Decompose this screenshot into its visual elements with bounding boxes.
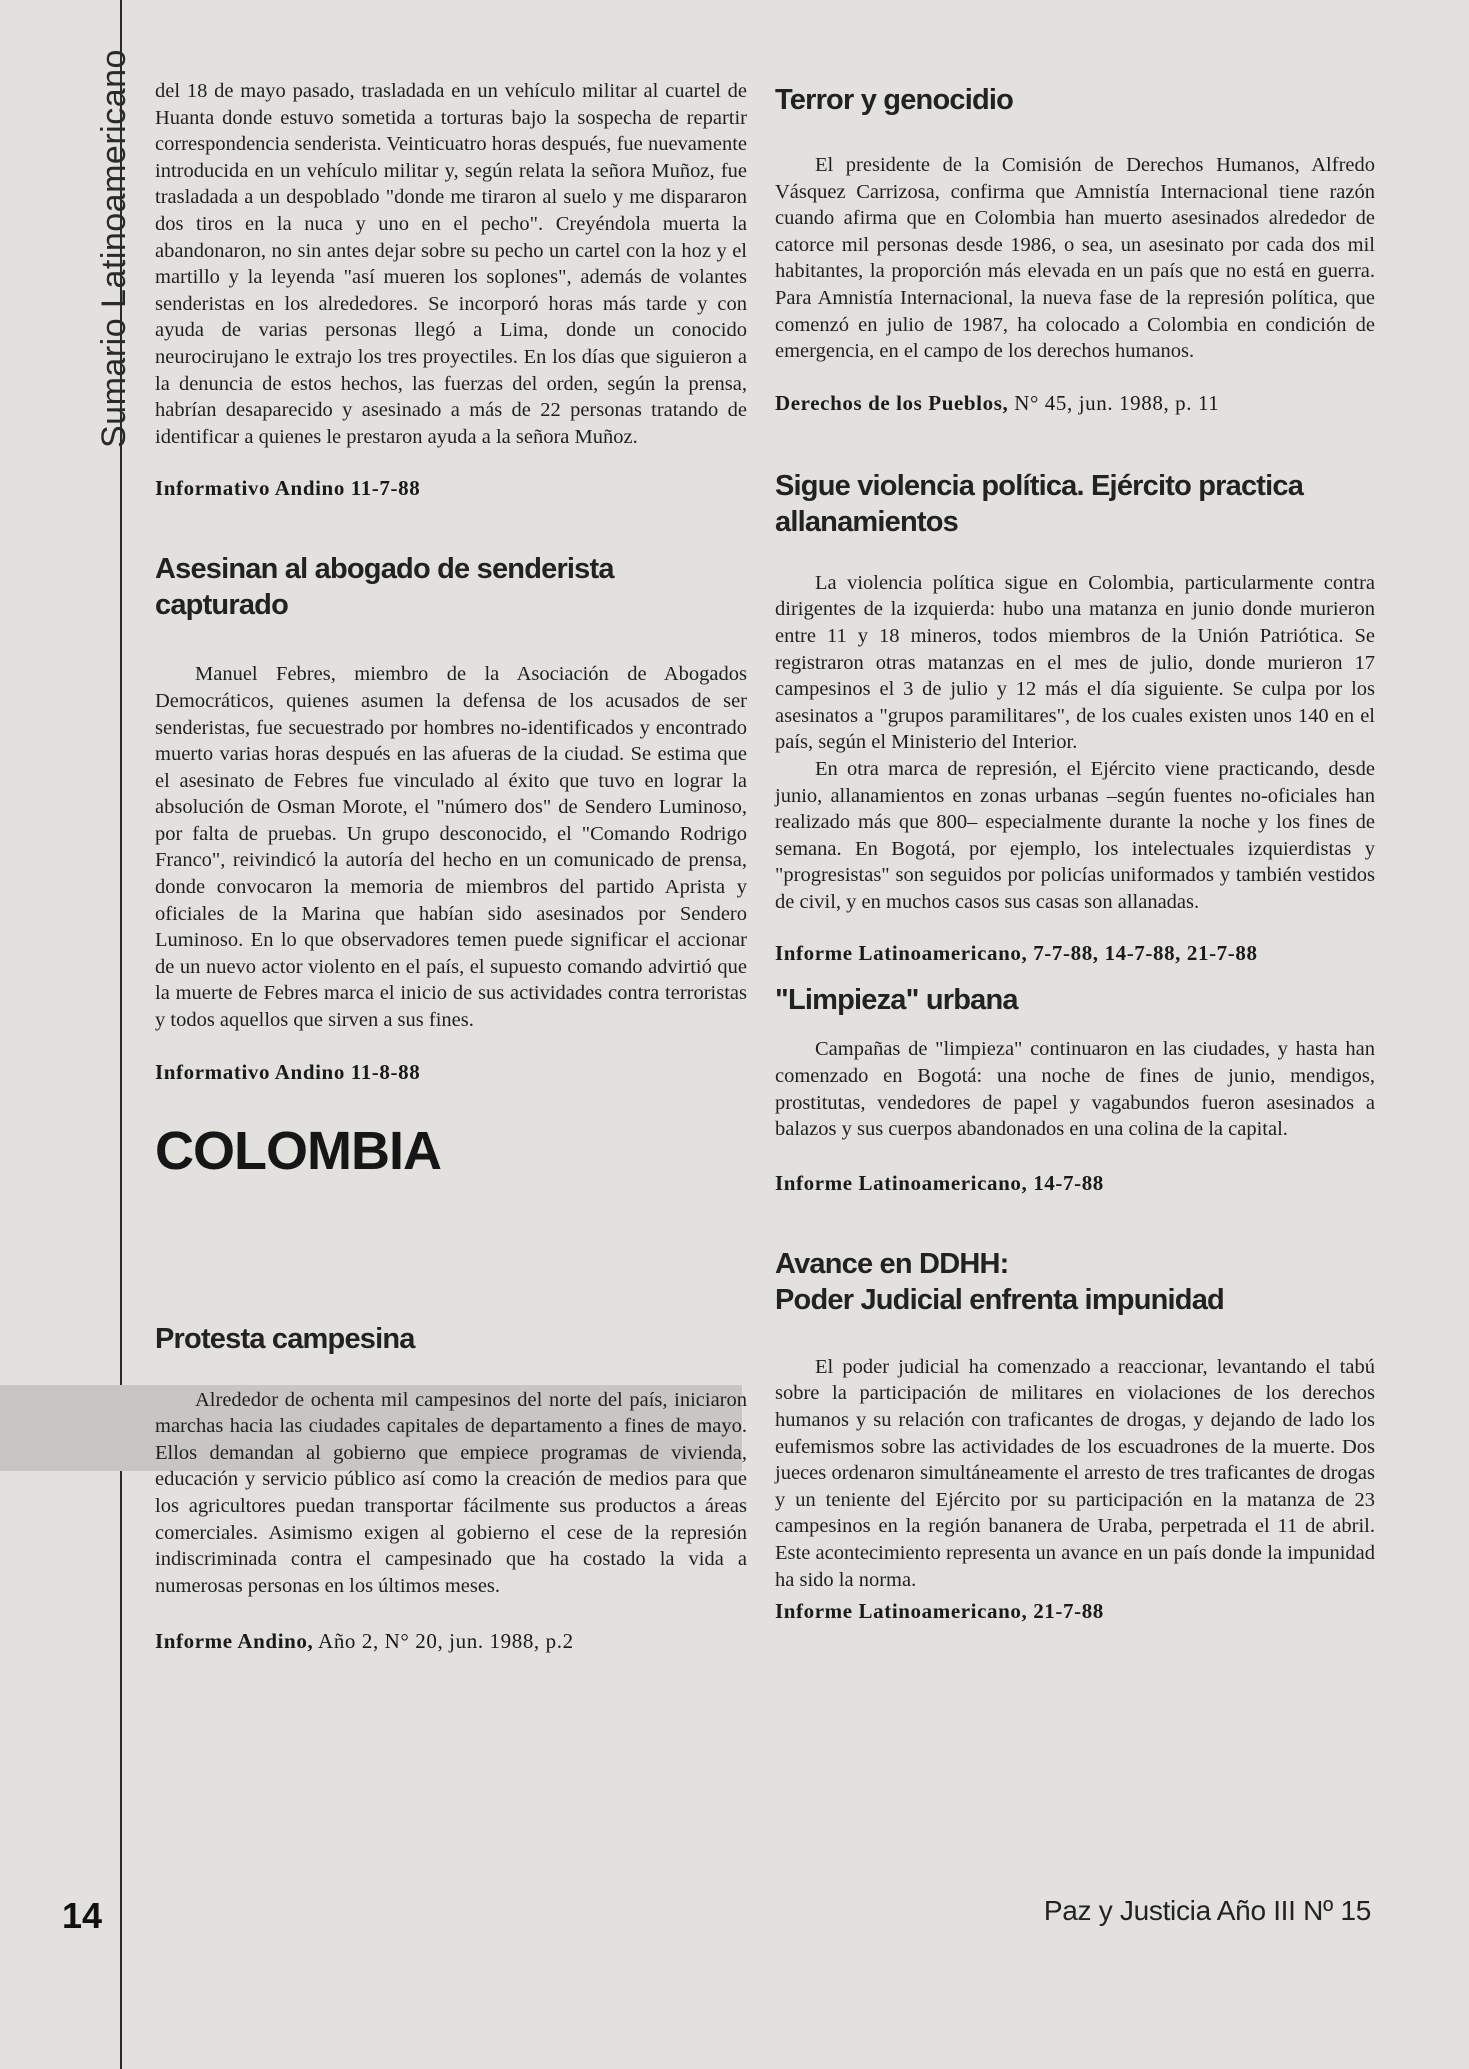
article-source: Informe Andino, Año 2, N° 20, jun. 1988, p.2 <box>155 1629 574 1654</box>
article-source: Informe Latinoamericano, 14-7-88 <box>775 1170 1104 1195</box>
publication-side-label: Sumario Latinoamericano <box>95 49 133 448</box>
page-footer: Paz y Justicia Año III Nº 15 <box>1043 1895 1371 1926</box>
article-title: Sigue violencia política. Ejército practica allanamientos <box>775 469 1304 538</box>
article-title: Protesta campesina <box>155 1322 415 1355</box>
article-body: Campañas de "limpieza" continuaron en las ciudades, y hasta han comenzado en Bogotá: una noche de fines de junio, mendigos, prostitutas, vendedores de papel y vagabundos fueron asesinados a balazos y sus cuerpos abandonados en una colina de la capital. <box>775 1038 1375 1141</box>
page-number: 14 <box>62 1895 103 1936</box>
article-body: La violencia política sigue en Colombia, particularmente contra dirigentes de la izquierda: hubo una matanza en junio donde murieron entre 11 y 18 mineros, todos miembros de la Unión Patriótica. Se registraron otras matanzas en el mes de julio, donde murieron 17 campesinos el 3 de julio y 12 más el día siguiente. Se culpa por los asesinatos a "grupos paramilitares", de los cuales existen unos 140 en el país, según el Ministerio del Interior. <box>775 571 1375 754</box>
intro-text: del 18 de mayo pasado, trasladada en un vehículo militar al cuartel de Huanta donde estuvo sometida a torturas bajo la sospecha de repartir correspondencia senderista. Veinticuatro horas después, fue nuevamente introducida en un vehículo militar y, según relata la señora Muñoz, fue trasladada a un despoblado "donde me tiraron al suelo y me dispararon dos tiros en la nuca y uno en el pecho". Creyéndola muerta la abandonaron, no sin antes dejar sobre su pecho un cartel con la hoz y el martillo y la leyenda "así mueren los soplones", además de volantes senderistas en los alrededores. Se incorporó horas más tarde y con ayuda de varias personas llegó a Lima, donde un conocido neurocirujano le extrajo los tres proyectiles. En los días que siguieron a la denuncia de estos hechos, las fuerzas del orden, según la prensa, habrían desaparecido y asesinado a más de 22 personas tratando de identificar a quienes le prestaron ayuda a la señora Muñoz. <box>155 80 747 448</box>
country-heading: COLOMBIA <box>155 1120 441 1181</box>
right-column <box>775 82 1375 1624</box>
article-body: Alrededor de ochenta mil campesinos del norte del país, iniciaron marchas hacia las ciudades capitales de departamento a fines de mayo. Ellos demandan al gobierno que empiece programas de vivienda, educación y servicio público así como la creación de medios para que los agricultores puedan transportar fácilmente sus productos a áreas comerciales. Asimismo exigen al gobierno el cese de la represión indiscriminada contra el campesinado que ha costado la vida a numerosas personas en los últimos meses. <box>155 1388 747 1597</box>
article-source: Informe Latinoamericano, 7-7-88, 14-7-88, 21-7-88 <box>775 941 1258 966</box>
article-title: Asesinan al abogado de senderista capturado <box>155 553 614 622</box>
article-source: Derechos de los Pueblos, N° 45, jun. 1988, p. 11 <box>775 390 1220 415</box>
article-source: Informe Latinoamericano, 21-7-88 <box>775 1599 1104 1624</box>
article-body: El poder judicial ha comenzado a reaccionar, levantando el tabú sobre la participación de militares en violaciones de los derechos humanos y su relación con traficantes de drogas, y dejando de lado los eufemismos sobre las actividades de los escuadrones de la muerte. Dos jueces ordenaron simultáneamente el arresto de tres traficantes de drogas y un teniente del Ejército por su participación en la matanza de 23 campesinos en la región bananera de Uraba, perpetrada el 11 de abril. Este acontecimiento representa un avance en un país donde la impunidad ha sido la norma. <box>775 1355 1375 1591</box>
article-title: Terror y genocidio <box>775 84 1014 116</box>
article-source: Informativo Andino 11-8-88 <box>155 1059 421 1084</box>
left-column <box>155 78 747 1654</box>
intro-source: Informativo Andino 11-7-88 <box>155 476 421 501</box>
article-title: "Limpieza" urbana <box>775 984 1018 1017</box>
article-body: El presidente de la Comisión de Derechos Humanos, Alfredo Vásquez Carrizosa, confirma que Amnistía Internacional tiene razón cuando afirma que en Colombia han muerto asesinados alrededor de catorce mil personas desde 1986, o sea, un asesinato por cada dos mil habitantes, la proporción más elevada en un país que no está en guerra. Para Amnistía Internacional, la nueva fase de la represión política, que comenzó en julio de 1987, ha colocado a Colombia en condición de emergencia, en el campo de los derechos humanos. <box>775 154 1375 363</box>
article-body: Manuel Febres, miembro de la Asociación de Abogados Democráticos, quienes asumen la defensa de los acusados de ser senderistas, fue secuestrado por hombres no-identificados y encontrado muerto varias horas después en las afueras de la ciudad. Se estima que el asesinato de Febres fue vinculado al éxito que tuvo en lograr la absolución de Osman Morote, el "número dos" de Sendero Luminoso, por falta de pruebas. Un grupo desconocido, el "Comando Rodrigo Franco", reivindicó la autoría del hecho en un comunicado de prensa, donde convocaron la memoria de miembros del partido Aprista y oficiales de la Marina que habían sido asesinados por Sendero Luminoso. En lo que observadores temen puede significar el accionar de un nuevo actor violento en el país, el supuesto comando advirtió que la muerte de Febres marca el inicio de sus actividades contra terroristas y todos aquellos que sirven a sus fines. <box>155 663 747 1032</box>
article-body: En otra marca de represión, el Ejército viene practicando, desde junio, allanamientos en zonas urbanas –según fuentes no-oficiales han realizado más que 800– especialmente durante la noche y los fines de semana. En Bogotá, por ejemplo, los intelectuales izquierdistas y "progresistas" son seguidos por policías uniformados y también vestidos de civil, y en muchos casos sus casas son allanadas. <box>775 757 1375 913</box>
article-title: Avance en DDHH: Poder Judicial enfrenta impunidad <box>775 1247 1224 1316</box>
